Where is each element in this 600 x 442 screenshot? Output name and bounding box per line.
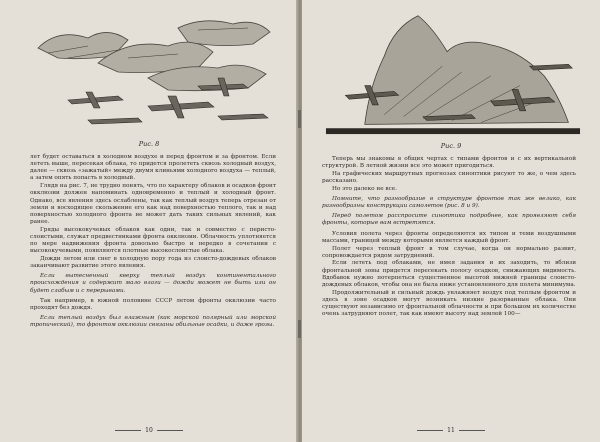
page-number-label: 11: [447, 427, 455, 434]
paragraph-emphasis: Помните, что разнообразие в структуре фронтов так же велико, как разнообразны конструкции самолетов (рис. 8 и 9).: [322, 195, 576, 210]
paragraph: Теперь мы знакомы в общих чертах с типами фронтов и с их вертикальной структурой. В летной жизни все это может пригодиться.: [322, 156, 576, 170]
page-number: [0, 427, 298, 434]
paragraph-emphasis: Перед полетом расспросите синоптика подробнее, как проявляют себя фронты, которые вам встретятся.: [322, 213, 576, 227]
figure-8-illustration: [28, 8, 278, 136]
left-page: [0, 0, 298, 442]
paragraph-emphasis: Если теплый воздух был влажным (как морской полярный или морской тропический), то фронтом окклюзии связаны обильные осадки, и даже грозы.: [30, 315, 276, 329]
paragraph: Если лететь под облаками, не имея задания и их заходить, то вблизи фронтальной зоны придется пересекать полосу осадков, снижающих видимость. Вдобавок нужно потерпеться существенное высотой нижней границы слоисто-дождевых облаков, чтобы она не была ниже установленного для полета минимума.: [322, 260, 576, 288]
staple: [298, 110, 301, 128]
paragraph: Полет через теплый фронт в том случае, когда он нормально развит, сопровождается рядом затруднений.: [322, 245, 576, 259]
paragraph: лет будет оставаться в холодном воздухе и перед фронтом и за фронтом. Если лететь выше, пересекая облака, то придется пролететь сквозь холодный воздух, далее — сквозь «зажатый» между двумя клиньями холодного воздуха — теплый, а затем опять попасть в холодный.: [30, 154, 276, 182]
figure-9-illustration: [322, 8, 584, 136]
paragraph: Условия полета через фронты определяются их типом и теми воздушными массами, границей между которыми является каждый фронт.: [322, 230, 576, 244]
paragraph: Гряды высококучевых облаков как одни, так и совместно с перисто-слоистыми, служат предвестниками фронта окклюзии. Облачность уплотняется по мере надвижения фронта довольно быстро и нередко в сочетании с высококучевыми, появляются плотные высокослоистые облака.: [30, 226, 276, 255]
paragraph: На графических маршрутных прогнозах синоптики рисуют то же, о чем здесь рассказано.: [322, 170, 576, 185]
paragraph-emphasis: Если вытесненный кверху теплый воздух континентального происхождения и содержит мало влаги — дожди может не быть или он будет слабым и с перерывами.: [30, 273, 276, 294]
paragraph: Продолжительный и сильный дождь увлажняет воздух под теплым фронтом и здесь в зоне осадков могут возникать низкие разорванные облака. Они существуют независимо от фронтальной облачности и при большом их количестве очень затрудняют полет, так как имеют высоту над землей 100—: [322, 289, 576, 318]
body-text: [30, 154, 276, 332]
page-number-label: 10: [145, 427, 153, 434]
figure-caption: Рис. 9: [440, 142, 462, 150]
right-page: [302, 0, 600, 442]
figure-caption: Рис. 8: [138, 140, 160, 148]
paragraph: Так например, в южной половине СССР летом фронты окклюзии часто проходят без дождя.: [30, 297, 276, 311]
paragraph: Но это далеко не все.: [332, 185, 397, 192]
page-number: [302, 427, 600, 434]
body-text: [322, 156, 576, 319]
paragraph: Глядя на рис. 7, не трудно понять, что по характеру облаков и осадков фронт окклюзии должен напоминать одновременно и теплый и холодный фронт. Однако, все явления здесь ослаблены, так как теплый воздух теперь отрезан от земли и восходящее скольжение его как над поверхностью теплого, так и над поверхностью холодного фронта не может дать таких сильных явлений, как ранее.: [30, 183, 276, 225]
staple: [298, 320, 301, 338]
paragraph: Дожди летом или снег в холодную пору года из слоисто-дождевых облаков заканчивают развитие этого явления.: [30, 255, 276, 270]
